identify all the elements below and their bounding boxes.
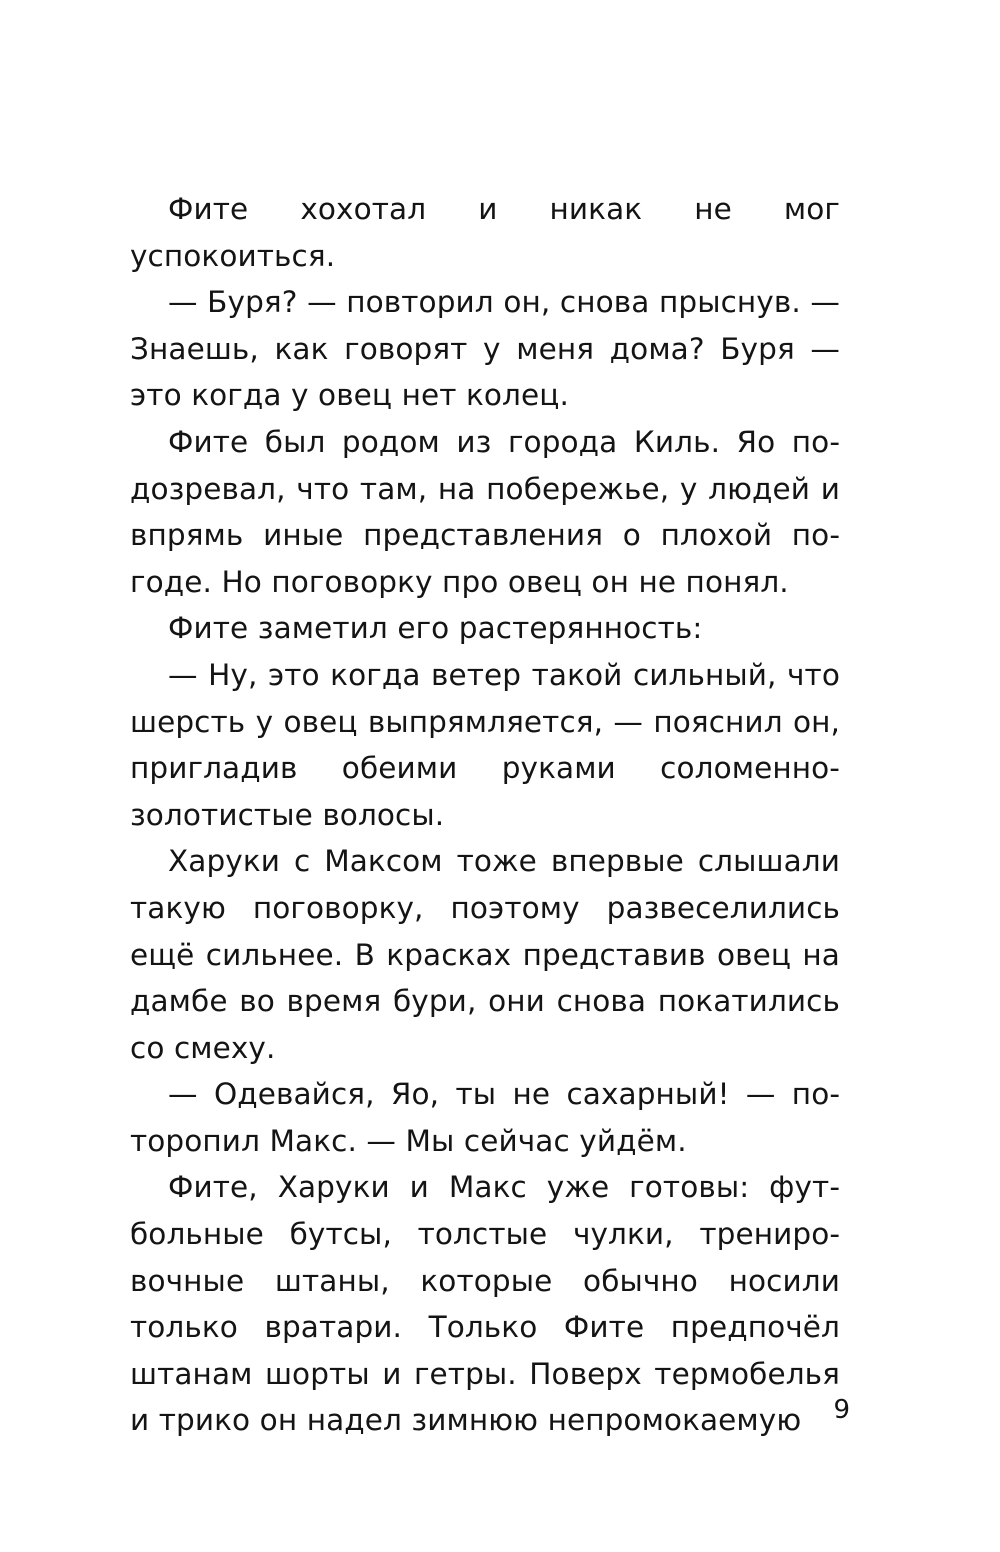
paragraph: Фите хохотал и никак не мог успокоиться. [130, 192, 840, 273]
paragraph: Фите заметил его растерянность: [168, 611, 703, 646]
page-number: 9 [833, 1395, 850, 1425]
body-text-column [130, 186, 840, 1444]
paragraph: — Одевайся, Яо, ты не сахарный! — поторопил Макс. — Мы сейчас уйдём. [130, 1077, 840, 1158]
paragraph: — Буря? — повторил он, снова прыснув. — Знаешь, как говорят у меня дома? Буря — это когда у овец нет колец. [130, 285, 840, 413]
paragraph: Харуки с Максом тоже впервые слышали такую поговорку, поэтому развеселились ещё сильнее. В красках представив овец на дамбе во время бури, они снова покатились со смеху. [130, 844, 840, 1065]
paragraph: Фите был родом из города Киль. Яо подозревал, что там, на побережье, у людей и впрямь иные представления о плохой погоде. Но поговорку про овец он не понял. [130, 424, 840, 599]
paragraph: — Ну, это когда ветер такой сильный, что шерсть у овец выпрямляется, — пояснил он, пригладив обеими руками соломенно-золотистые волосы. [130, 657, 840, 832]
paragraph: Фите, Харуки и Макс уже готовы: футбольные бутсы, толстые чулки, тренировочные штаны, которые обычно носили только вратари. Только Фите предпочёл штанам шорты и гетры. Поверх термобелья и трико он надел зимнюю непромокаемую [130, 1170, 840, 1438]
